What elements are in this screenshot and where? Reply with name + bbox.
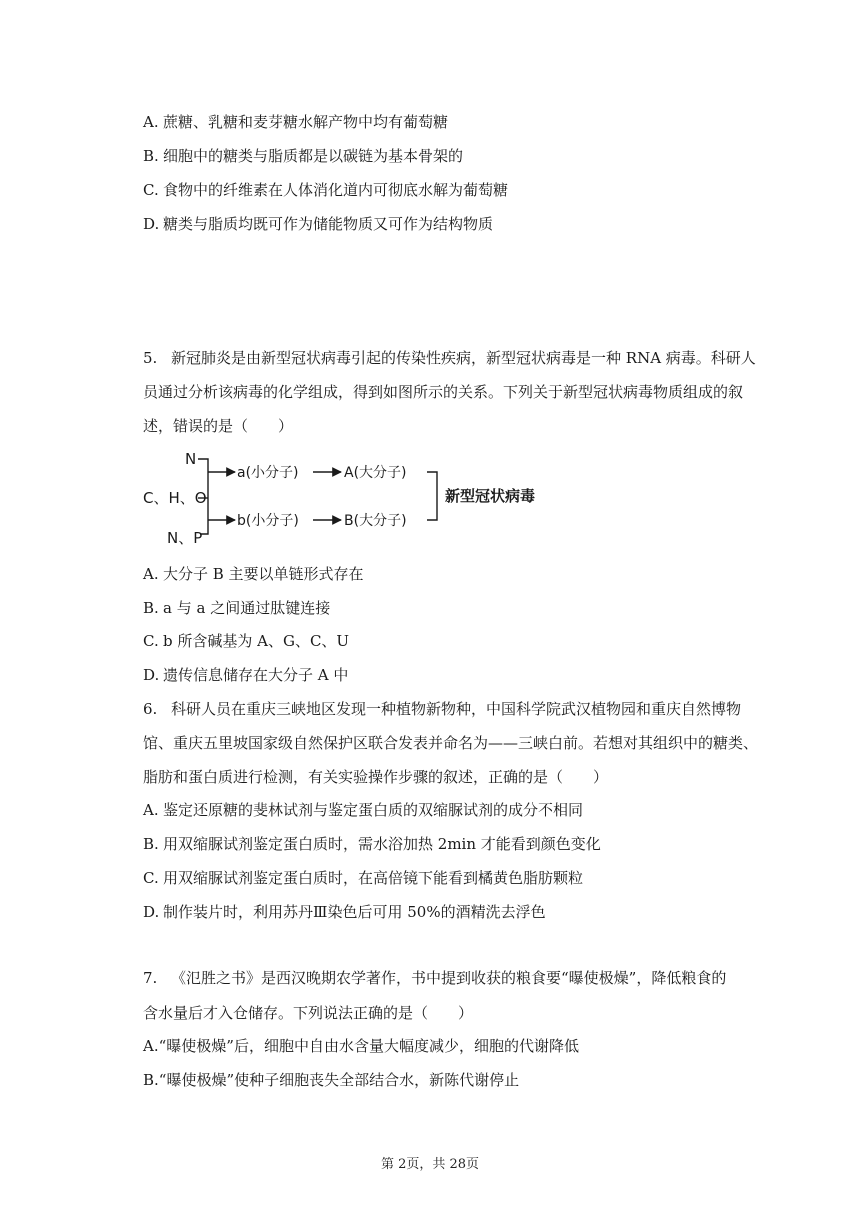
- small-molecule-a: a(小分子): [237, 465, 299, 481]
- q5-stem-line-3: 述，错误的是（ ）: [143, 417, 294, 435]
- page-footer: 第 2页，共 28页: [380, 1157, 480, 1172]
- option-text: 用双缩脲试剂鉴定蛋白质时，需水浴加热 2min 才能看到颜色变化: [163, 835, 601, 853]
- option-letter: C.: [143, 869, 159, 887]
- option-text: b 所含碱基为 A、G、C、U: [163, 632, 350, 650]
- option-text: “曝使极燥”使种子细胞丧失全部结合水，新陈代谢停止: [158, 1071, 520, 1089]
- option-letter: D.: [143, 903, 160, 921]
- option-letter: B.: [143, 599, 159, 617]
- macromolecule-B: B(大分子): [344, 513, 407, 529]
- question-number: 7.: [143, 969, 158, 987]
- q4-option-a: [143, 112, 448, 132]
- q5-stem-line-2: 员通过分析该病毒的化学组成，得到如图所示的关系。下列关于新型冠状病毒物质组成的叙: [143, 383, 744, 401]
- option-letter: A.: [143, 801, 159, 819]
- q7-stem-line-2: 含水量后才入仓储存。下列说法正确的是（ ）: [143, 1004, 474, 1022]
- option-text: 细胞中的糖类与脂质都是以碳链为基本骨架的: [163, 147, 464, 165]
- option-letter: B.: [143, 1071, 159, 1089]
- option-text: 制作装片时，利用苏丹Ⅲ染色后可用 50%的酒精洗去浮色: [163, 903, 546, 921]
- q6-stem-line-3: 脂肪和蛋白质进行检测，有关实验操作步骤的叙述，正确的是（ ）: [143, 768, 609, 786]
- q5-option-b: [143, 598, 330, 618]
- option-text: 蔗糖、乳糖和麦芽糖水解产物中均有葡萄糖: [163, 113, 449, 131]
- option-text: 遗传信息储存在大分子 A 中: [163, 666, 349, 684]
- q7-option-a: [143, 1036, 579, 1056]
- q6-stem-line-1: [143, 699, 741, 719]
- virus-label: 新型冠状病毒: [445, 487, 536, 505]
- option-letter: C.: [143, 632, 159, 650]
- option-text: a 与 a 之间通过肽键连接: [163, 599, 331, 617]
- option-letter: A.: [143, 113, 159, 131]
- option-letter: D.: [143, 215, 160, 233]
- q5-option-c: [143, 631, 349, 651]
- stem-text: 新冠肺炎是由新型冠状病毒引起的传染性疾病，新型冠状病毒是一种 RNA 病毒。科研人: [171, 349, 756, 367]
- q6-option-d: [143, 902, 546, 922]
- grouping-bracket: [427, 472, 437, 520]
- option-letter: C.: [143, 181, 159, 199]
- stem-text: 《氾胜之书》是西汉晚期农学著作，书中提到收获的粮食要“曝使极燥”，降低粮食的: [171, 969, 727, 987]
- n-connector: [198, 459, 208, 471]
- q4-option-d: [143, 214, 493, 234]
- q7-option-b: [143, 1070, 519, 1090]
- q5-option-d: [143, 665, 348, 685]
- q5-stem-line-1: [143, 348, 756, 368]
- q6-stem-line-2: 馆、重庆五里坡国家级自然保护区联合发表并命名为——三峡白前。若想对其组织中的糖类、: [143, 734, 759, 752]
- option-text: 用双缩脲试剂鉴定蛋白质时，在高倍镜下能看到橘黄色脂肪颗粒: [163, 869, 584, 887]
- question-number: 5.: [143, 349, 158, 367]
- option-text: 食物中的纤维素在人体消化道内可彻底水解为葡萄糖: [163, 181, 509, 199]
- q4-option-b: [143, 146, 463, 166]
- option-letter: B.: [143, 835, 159, 853]
- q6-option-b: [143, 834, 601, 854]
- option-text: 大分子 B 主要以单链形式存在: [163, 565, 364, 583]
- option-letter: A.: [143, 1037, 159, 1055]
- option-letter: B.: [143, 147, 159, 165]
- question-number: 6.: [143, 700, 158, 718]
- option-letter: A.: [143, 565, 159, 583]
- macromolecule-A: A(大分子): [344, 465, 407, 481]
- element-n-label: N: [185, 450, 197, 468]
- q5-option-a: [143, 564, 364, 584]
- q4-option-c: [143, 180, 508, 200]
- q7-stem-line-1: [143, 968, 726, 988]
- stem-text: 科研人员在重庆三峡地区发现一种植物新物种，中国科学院武汉植物园和重庆自然博物: [171, 700, 742, 718]
- q6-option-a: [143, 800, 583, 820]
- small-molecule-b: b(小分子): [237, 513, 299, 529]
- element-np-label: N、P: [167, 529, 203, 547]
- element-cho-label: C、H、O: [143, 489, 207, 507]
- option-text: 鉴定还原糖的斐林试剂与鉴定蛋白质的双缩脲试剂的成分不相同: [163, 801, 584, 819]
- virus-composition-diagram: [135, 446, 595, 554]
- option-text: 糖类与脂质均既可作为储能物质又可作为结构物质: [163, 215, 494, 233]
- q6-option-c: [143, 868, 583, 888]
- option-letter: D.: [143, 666, 160, 684]
- option-text: “曝使极燥”后，细胞中自由水含量大幅度减少，细胞的代谢降低: [158, 1037, 579, 1055]
